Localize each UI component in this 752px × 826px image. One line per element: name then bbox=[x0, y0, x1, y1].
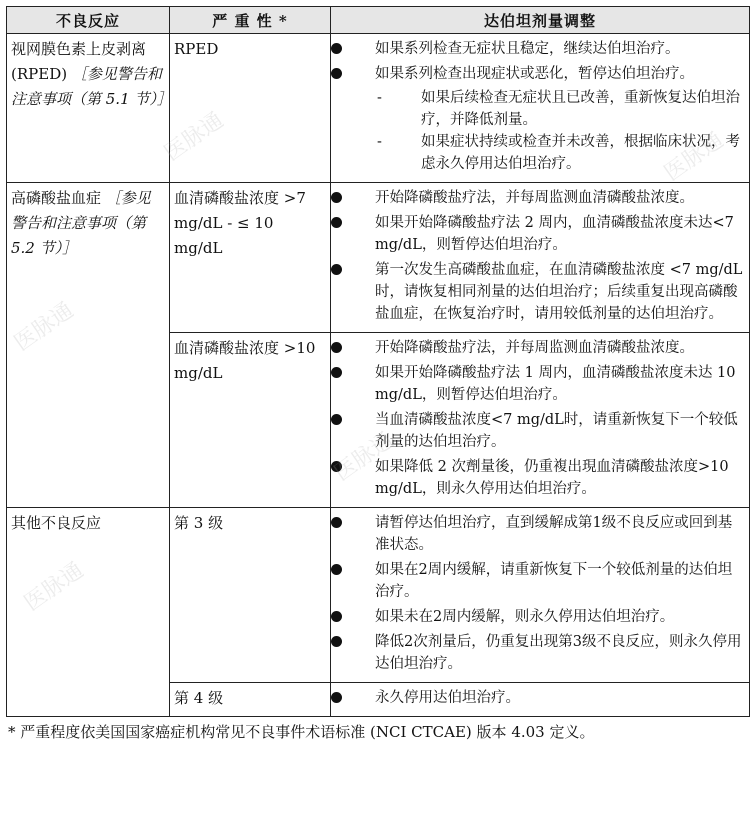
action-list bbox=[331, 508, 749, 682]
watermark: 医脉通 bbox=[329, 427, 399, 487]
sub-list-item bbox=[331, 87, 745, 131]
list-item bbox=[331, 512, 745, 556]
bullet-icon bbox=[331, 264, 342, 275]
severity-text: RPED bbox=[174, 40, 219, 58]
action-text: 第一次发生高磷酸盐血症，在血清磷酸盐浓度 <7 mg/dL 时，请恢复相同剂量的达伯坦治疗；后续重复出现高磷酸盐血症，在恢复治疗时，请用较低剂量的达伯坦治疗。 bbox=[375, 262, 743, 322]
header-dose-adjustment: 达伯坦剂量调整 bbox=[331, 7, 750, 34]
action-text: 开始降磷酸盐疗法，并每周监测血清磷酸盐浓度。 bbox=[375, 340, 694, 356]
severity-cell bbox=[170, 34, 331, 183]
bullet-icon bbox=[331, 68, 342, 79]
list-item bbox=[331, 187, 745, 209]
reaction-reference: ［参见警告和注意事项（第 5.2 节）］ bbox=[11, 189, 151, 257]
action-cell bbox=[331, 508, 750, 683]
watermark: 医脉通 bbox=[659, 127, 729, 187]
action-list bbox=[331, 683, 749, 716]
action-cell bbox=[331, 183, 750, 333]
dose-adjustment-table bbox=[6, 6, 750, 717]
severity-cell bbox=[170, 333, 331, 508]
action-text: 请暂停达伯坦治疗，直到缓解成第1级不良反应或回到基准状态。 bbox=[375, 515, 733, 553]
list-item bbox=[331, 259, 745, 325]
action-text: 如果系列检查出现症状或恶化，暂停达伯坦治疗。 bbox=[375, 66, 694, 82]
list-item bbox=[331, 212, 745, 256]
severity-cell bbox=[170, 183, 331, 333]
bullet-icon bbox=[331, 43, 342, 54]
action-text: 永久停用达伯坦治疗。 bbox=[375, 690, 520, 706]
list-item bbox=[331, 362, 745, 406]
dash-icon: - bbox=[377, 90, 382, 106]
action-list bbox=[331, 333, 749, 507]
action-text: 如果在2周内缓解，请重新恢复下一个较低剂量的达伯坦治疗。 bbox=[375, 562, 733, 600]
table-row bbox=[7, 183, 750, 333]
list-item bbox=[331, 337, 745, 359]
reaction-name: 视网膜色素上皮剥离 (RPED) bbox=[11, 40, 147, 83]
bullet-icon bbox=[331, 564, 342, 575]
header-adverse-reaction: 不良反应 bbox=[7, 7, 170, 34]
list-item bbox=[331, 631, 745, 675]
bullet-icon bbox=[331, 517, 342, 528]
footnote: * 严重程度依美国国家癌症机构常见不良事件术语标准 (NCI CTCAE) 版本 4.03 定义。 bbox=[8, 723, 595, 741]
action-text: 如果未在2周内缓解，则永久停用达伯坦治疗。 bbox=[375, 609, 675, 625]
bullet-icon bbox=[331, 217, 342, 228]
reaction-reference: ［参见警告和注意事项（第 5.1 节）］ bbox=[11, 65, 172, 108]
action-text: 开始降磷酸盐疗法，并每周监测血清磷酸盐浓度。 bbox=[375, 190, 694, 206]
bullet-icon bbox=[331, 414, 342, 425]
severity-text: 血清磷酸盐浓度 >7 mg/dL - ≤ 10 mg/dL bbox=[174, 189, 306, 257]
header-severity: 严 重 性 * bbox=[170, 7, 331, 34]
reaction-cell bbox=[7, 34, 170, 183]
bullet-icon bbox=[331, 636, 342, 647]
table-row bbox=[7, 34, 750, 183]
sub-action-text: 如果症状持续或检查并未改善，根据临床状况，考虑永久停用达伯坦治疗。 bbox=[421, 134, 740, 172]
action-cell bbox=[331, 333, 750, 508]
bullet-icon bbox=[331, 692, 342, 703]
severity-text: 第 3 级 bbox=[174, 514, 224, 532]
action-text: 当血清磷酸盐浓度<7 mg/dL时，请重新恢复下一个较低剂量的达伯坦治疗。 bbox=[375, 412, 738, 450]
watermark: 医脉通 bbox=[9, 297, 79, 357]
action-cell bbox=[331, 683, 750, 717]
bullet-icon bbox=[331, 367, 342, 378]
reaction-name: 其他不良反应 bbox=[11, 514, 102, 532]
dash-icon: - bbox=[377, 134, 382, 150]
severity-cell bbox=[170, 683, 331, 717]
list-item bbox=[331, 456, 745, 500]
bullet-icon bbox=[331, 611, 342, 622]
action-text: 如果系列检查无症状且稳定，继续达伯坦治疗。 bbox=[375, 41, 680, 57]
action-text: 如果降低 2 次劑量後，仍重複出現血清磷酸盐浓度>10 mg/dL，則永久停用达伯坦治疗。 bbox=[375, 459, 729, 497]
sub-action-text: 如果后续检查无症状且已改善，重新恢复达伯坦治疗，并降低剂量。 bbox=[421, 90, 740, 128]
bullet-icon bbox=[331, 342, 342, 353]
action-list bbox=[331, 183, 749, 332]
severity-text: 第 4 级 bbox=[174, 689, 224, 707]
action-text: 降低2次剂量后，仍重复出现第3级不良反应，则永久停用达伯坦治疗。 bbox=[375, 634, 742, 672]
list-item bbox=[331, 559, 745, 603]
severity-text: 血清磷酸盐浓度 >10 mg/dL bbox=[174, 339, 316, 382]
list-item bbox=[331, 687, 745, 709]
table-row bbox=[7, 508, 750, 683]
action-text: 如果开始降磷酸盐疗法 2 周内，血清磷酸盐浓度未达<7 mg/dL，则暂停达伯坦治疗。 bbox=[375, 215, 734, 253]
document bbox=[6, 6, 748, 742]
severity-cell bbox=[170, 508, 331, 683]
header-row bbox=[7, 7, 750, 34]
reaction-name: 高磷酸盐血症 bbox=[11, 189, 102, 207]
list-item bbox=[331, 38, 745, 60]
bullet-icon bbox=[331, 192, 342, 203]
watermark: 医脉通 bbox=[159, 107, 229, 167]
action-text: 如果开始降磷酸盐疗法 1 周内，血清磷酸盐浓度未达 10 mg/dL，则暂停达伯坦治疗。 bbox=[375, 365, 736, 403]
list-item bbox=[331, 606, 745, 628]
watermark: 医脉通 bbox=[19, 557, 89, 617]
